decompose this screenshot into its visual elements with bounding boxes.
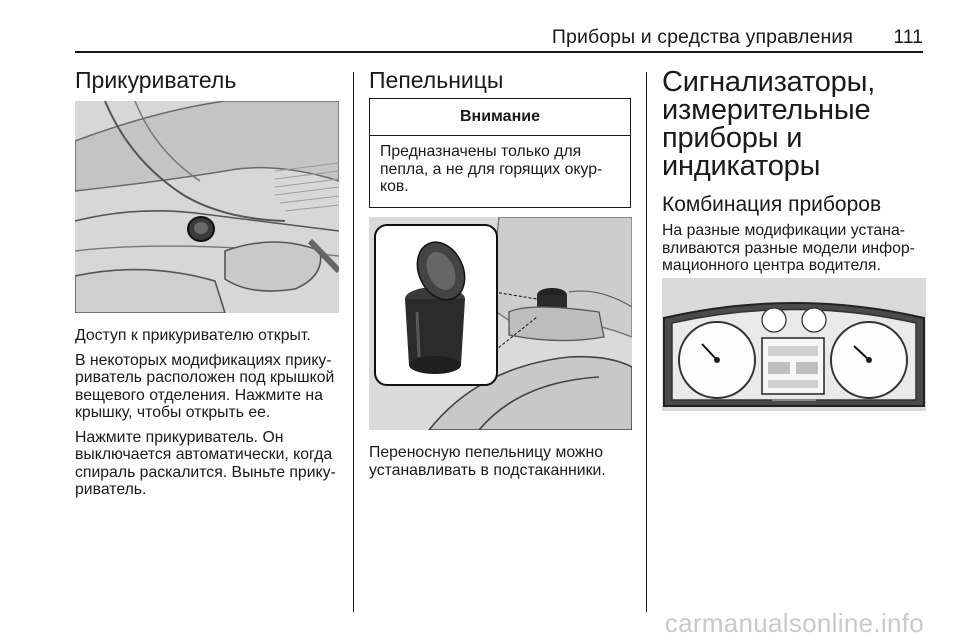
watermark: carmanualsonline.info [664, 608, 924, 638]
line: измерительные [662, 94, 871, 126]
line: мационного центра водителя. [662, 257, 881, 274]
column-ashtrays [369, 66, 639, 95]
line: крышку, чтобы открыть ее. [75, 404, 271, 421]
line: приборы и [662, 122, 803, 154]
lighter-text [75, 327, 353, 499]
section-title [662, 68, 932, 180]
column-indicators [662, 68, 932, 275]
ashtray-paragraph-1 [369, 444, 639, 479]
cluster-paragraph-1 [662, 222, 932, 275]
line: индикаторы [662, 150, 821, 182]
line: ков. [380, 178, 409, 195]
line: спираль раскалится. Выньте прику- [75, 463, 336, 481]
column-lighter [75, 66, 343, 95]
line: выключается автоматически, когда [75, 446, 333, 463]
ashtray-text [369, 444, 639, 479]
lighter-paragraph-3 [75, 429, 353, 499]
line: В некоторых модификациях прику- [75, 351, 332, 369]
page-header [75, 26, 923, 60]
line: Предназначены только для [380, 143, 582, 160]
page-number: 111 [893, 26, 923, 48]
header-title: Приборы и средства управления [551, 26, 853, 48]
warning-box [369, 98, 631, 208]
line: риватель. [75, 481, 147, 498]
column-divider-1 [353, 72, 354, 612]
cluster-figure [662, 278, 926, 411]
line: пепла, а не для горящих окур- [380, 160, 603, 178]
line: На разные модификации устана- [662, 222, 905, 239]
line: Сигнализаторы, [662, 66, 876, 98]
line: вливаются разные модели инфор- [662, 239, 915, 257]
cluster-heading: Комбинация приборов [662, 193, 882, 216]
ashtray-illustration-svg [369, 217, 632, 430]
column-divider-2 [646, 72, 647, 612]
warning-title: Внимание [370, 99, 630, 136]
warning-text [380, 143, 622, 196]
ashtrays-heading: Пепельницы [369, 67, 504, 93]
lighter-paragraph-1: Доступ к прикуривателю открыт. [75, 327, 311, 344]
line: Переносную пепельницу можно [369, 444, 604, 461]
header-rule [75, 51, 923, 53]
lighter-heading: Прикуриватель [75, 67, 237, 93]
line: вещевого отделения. Нажмите на [75, 386, 323, 404]
lighter-illustration-svg [75, 101, 339, 313]
line: риватель расположен под крышкой [75, 369, 335, 386]
line: устанавливать в подстаканники. [369, 461, 606, 479]
line: Нажмите прикуриватель. Он [75, 428, 284, 446]
cluster-illustration-svg [662, 278, 926, 411]
lighter-figure [75, 101, 339, 313]
lighter-paragraph-2 [75, 352, 353, 422]
ashtray-figure [369, 217, 632, 430]
